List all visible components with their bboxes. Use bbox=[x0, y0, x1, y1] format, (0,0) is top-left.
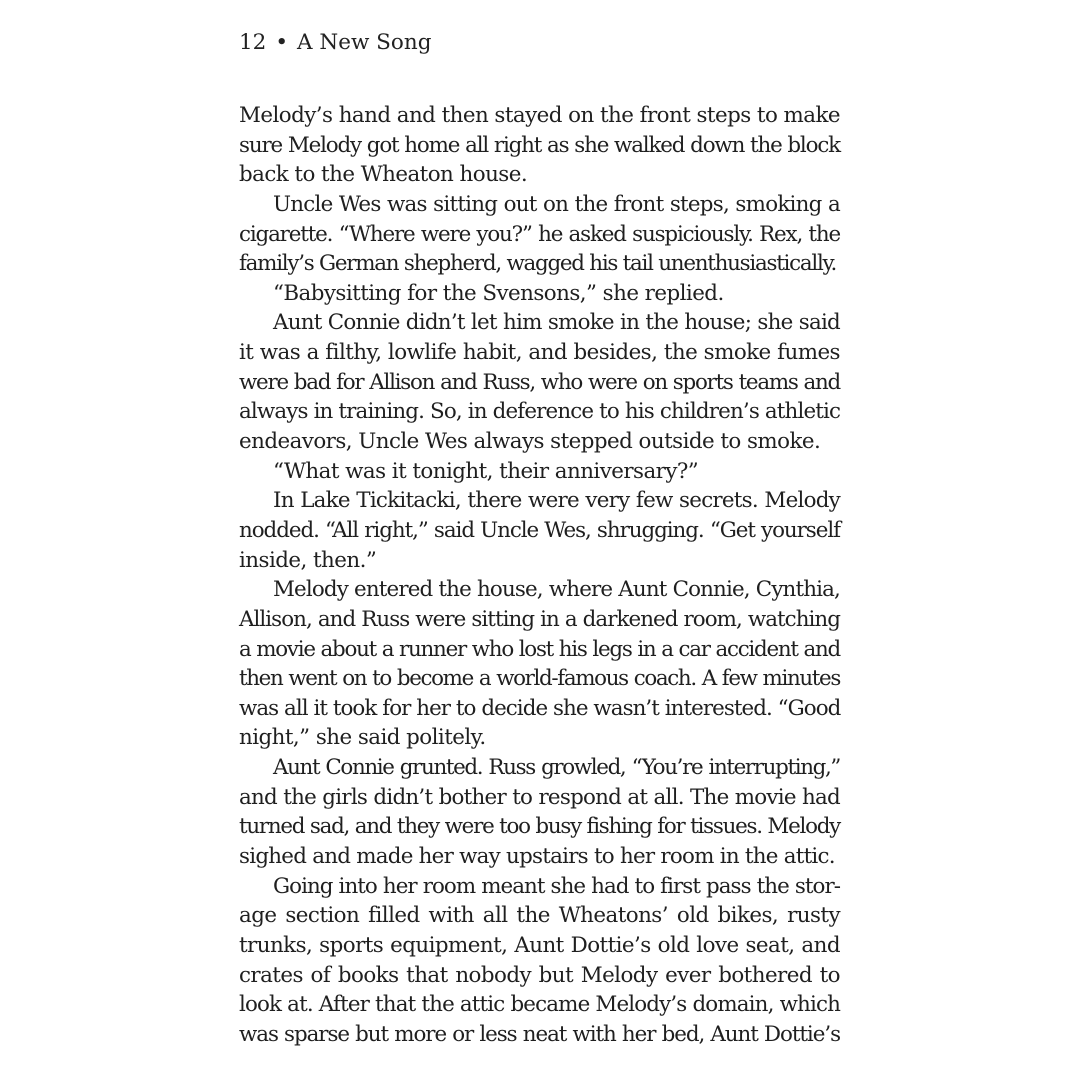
book-title: A New Song bbox=[297, 30, 432, 55]
text-line: crates of books that nobody but Melody ever bothered to bbox=[239, 962, 840, 988]
text-line: sure Melody got home all right as she walked down the block bbox=[239, 132, 840, 158]
text-line: Melody’s hand and then stayed on the front steps to make bbox=[239, 103, 840, 128]
text-line: then went on to become a world-famous coach. A few minutes bbox=[239, 666, 840, 692]
text-line: family’s German shepherd, wagged his tail unenthusiastically. bbox=[239, 251, 837, 277]
text-line: “Babysitting for the Svensons,” she replied. bbox=[273, 280, 724, 306]
text-line: was sparse but more or less neat with her bed, Aunt Dottie’s bbox=[239, 1021, 840, 1047]
text-line: endeavors, Uncle Wes always stepped outside to smoke. bbox=[239, 429, 821, 455]
text-line: back to the Wheaton house. bbox=[239, 162, 528, 188]
text-line: age section filled with all the Wheatons’ old bikes, rusty bbox=[239, 903, 840, 929]
text-line: nodded. “All right,” said Uncle Wes, shrugging. “Get yourself bbox=[239, 517, 840, 543]
text-line: was all it took for her to decide she wasn’t interested. “Good bbox=[239, 695, 841, 721]
text-line: In Lake Tickitacki, there were very few secrets. Melody bbox=[273, 488, 840, 514]
text-line: Aunt Connie grunted. Russ growled, “You’re interrupting,” bbox=[273, 755, 840, 781]
page-number: 12 bbox=[239, 30, 267, 55]
text-line: were bad for Allison and Russ, who were on sports teams and bbox=[239, 369, 840, 395]
text-line: cigarette. “Where were you?” he asked suspiciously. Rex, the bbox=[239, 221, 840, 247]
text-line: Going into her room meant she had to first pass the stor- bbox=[273, 873, 840, 899]
text-line: a movie about a runner who lost his legs in a car accident and bbox=[239, 636, 840, 662]
text-line: Aunt Connie didn’t let him smoke in the house; she said bbox=[273, 310, 840, 336]
text-line: Melody entered the house, where Aunt Connie, Cynthia, bbox=[273, 577, 840, 603]
header-separator: • bbox=[275, 30, 289, 55]
text-line: Allison, and Russ were sitting in a darkened room, watching bbox=[239, 606, 840, 632]
text-line: sighed and made her way upstairs to her room in the attic. bbox=[239, 844, 835, 870]
body-text bbox=[239, 101, 840, 1050]
text-line: always in training. So, in deference to his children’s athletic bbox=[239, 399, 841, 425]
text-line: night,” she said politely. bbox=[239, 725, 486, 751]
text-line: inside, then.” bbox=[239, 547, 377, 573]
text-line: it was a filthy, lowlife habit, and besides, the smoke fumes bbox=[239, 340, 840, 366]
text-line: trunks, sports equipment, Aunt Dottie’s old love seat, and bbox=[239, 932, 840, 958]
text-line: “What was it tonight, their anniversary?” bbox=[273, 458, 699, 484]
text-line: look at. After that the attic became Melody’s domain, which bbox=[239, 992, 840, 1018]
text-line: turned sad, and they were too busy fishing for tissues. Melody bbox=[239, 814, 840, 840]
text-line: Uncle Wes was sitting out on the front steps, smoking a bbox=[273, 191, 840, 217]
text-line: and the girls didn’t bother to respond at all. The movie had bbox=[239, 784, 840, 810]
running-header bbox=[239, 26, 431, 60]
